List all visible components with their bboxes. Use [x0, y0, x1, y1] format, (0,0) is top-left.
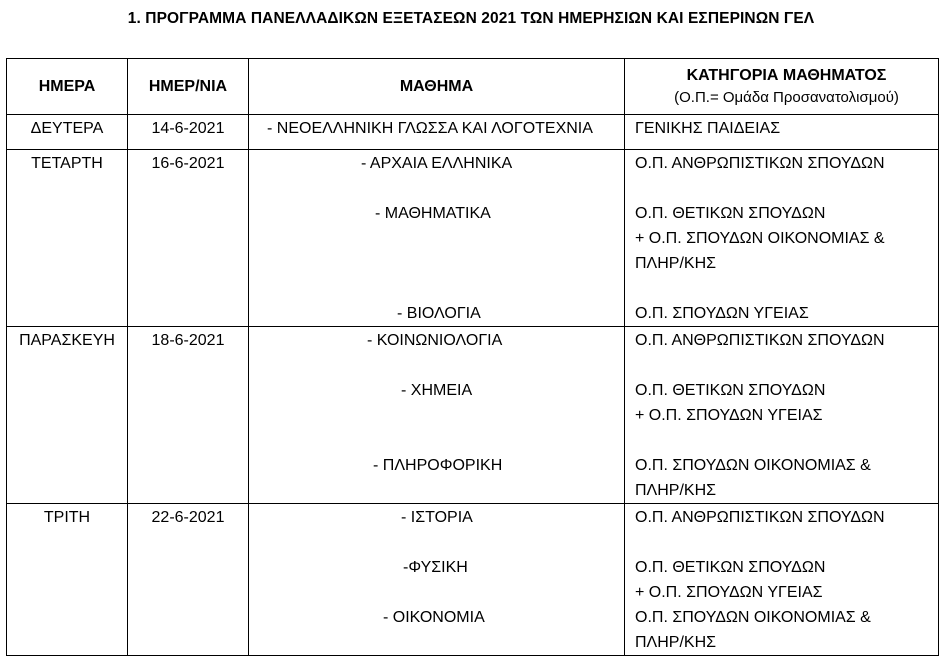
- category-item: Ο.Π. ΣΠΟΥΔΩΝ ΥΓΕΙΑΣ: [635, 305, 809, 322]
- subject-item: - ΠΛΗΡΟΦΟΡΙΚΗ: [373, 457, 503, 474]
- subject-item: - ΑΡΧΑΙΑ ΕΛΛΗΝΙΚΑ: [361, 155, 513, 172]
- day-cell: ΤΕΤΑΡΤΗ: [7, 150, 128, 327]
- category-item: Ο.Π. ΘΕΤΙΚΩΝ ΣΠΟΥΔΩΝ: [635, 382, 826, 399]
- category-cell: [625, 327, 939, 504]
- subject-cell: [249, 327, 625, 504]
- subject-item: - ΟΙΚΟΝΟΜΙΑ: [383, 609, 485, 626]
- day-cell: ΤΡΙΤΗ: [7, 504, 128, 656]
- category-item: Ο.Π. ΣΠΟΥΔΩΝ ΟΙΚΟΝΟΜΙΑΣ &: [635, 609, 871, 626]
- subject-item: -ΦΥΣΙΚΗ: [403, 559, 468, 576]
- table-header-row: [7, 59, 939, 115]
- subject-item: - ΚΟΙΝΩΝΙΟΛΟΓΙΑ: [367, 332, 503, 349]
- subject-item: - ΝΕΟΕΛΛΗΝΙΚΗ ΓΛΩΣΣΑ ΚΑΙ ΛΟΓΟΤΕΧΝΙΑ: [267, 120, 593, 137]
- header-date: ΗΜΕΡ/ΝΙΑ: [128, 59, 249, 115]
- subject-item: - ΧΗΜΕΙΑ: [401, 382, 473, 399]
- subject-item: - ΜΑΘΗΜΑΤΙΚΑ: [375, 205, 491, 222]
- subject-cell: [249, 504, 625, 656]
- date-cell: 14-6-2021: [128, 115, 249, 150]
- subject-item: - ΒΙΟΛΟΓΙΑ: [397, 305, 481, 322]
- category-item: Ο.Π. ΣΠΟΥΔΩΝ ΟΙΚΟΝΟΜΙΑΣ &: [635, 457, 871, 474]
- day-cell: ΔΕΥΤΕΡΑ: [7, 115, 128, 150]
- category-item: Ο.Π. ΑΝΘΡΩΠΙΣΤΙΚΩΝ ΣΠΟΥΔΩΝ: [635, 509, 885, 526]
- category-item: + Ο.Π. ΣΠΟΥΔΩΝ ΥΓΕΙΑΣ: [635, 407, 823, 424]
- category-item: Ο.Π. ΑΝΘΡΩΠΙΣΤΙΚΩΝ ΣΠΟΥΔΩΝ: [635, 332, 885, 349]
- subject-cell: [249, 115, 625, 150]
- category-item: + Ο.Π. ΣΠΟΥΔΩΝ ΥΓΕΙΑΣ: [635, 584, 823, 601]
- category-item: Ο.Π. ΘΕΤΙΚΩΝ ΣΠΟΥΔΩΝ: [635, 205, 826, 222]
- category-item: Ο.Π. ΑΝΘΡΩΠΙΣΤΙΚΩΝ ΣΠΟΥΔΩΝ: [635, 155, 885, 172]
- table-row: [7, 150, 939, 327]
- category-item: ΠΛΗΡ/ΚΗΣ: [635, 634, 717, 651]
- category-item: ΓΕΝΙΚΗΣ ΠΑΙΔΕΙΑΣ: [635, 120, 781, 137]
- exam-schedule-table: [6, 58, 939, 656]
- date-cell: 18-6-2021: [128, 327, 249, 504]
- document-title: 1. ΠΡΟΓΡΑΜΜΑ ΠΑΝΕΛΛΑΔΙΚΩΝ ΕΞΕΤΑΣΕΩΝ 2021 ΤΩΝ ΗΜΕΡΗΣΙΩΝ ΚΑΙ ΕΣΠΕΡΙΝΩΝ ΓΕΛ: [127, 10, 815, 27]
- header-subject: ΜΑΘΗΜΑ: [249, 59, 625, 115]
- table-row: [7, 115, 939, 150]
- subject-cell: [249, 150, 625, 327]
- header-day: ΗΜΕΡΑ: [7, 59, 128, 115]
- category-item: + Ο.Π. ΣΠΟΥΔΩΝ ΟΙΚΟΝΟΜΙΑΣ &: [635, 230, 885, 247]
- header-category: [625, 59, 939, 115]
- date-cell: 16-6-2021: [128, 150, 249, 327]
- table-row: [7, 327, 939, 504]
- category-cell: [625, 150, 939, 327]
- category-item: Ο.Π. ΘΕΤΙΚΩΝ ΣΠΟΥΔΩΝ: [635, 559, 826, 576]
- category-cell: [625, 115, 939, 150]
- day-cell: ΠΑΡΑΣΚΕΥΗ: [7, 327, 128, 504]
- category-item: ΠΛΗΡ/ΚΗΣ: [635, 255, 717, 272]
- header-category-title: ΚΑΤΗΓΟΡΙΑ ΜΑΘΗΜΑΤΟΣ: [686, 66, 887, 84]
- category-cell: [625, 504, 939, 656]
- category-item: ΠΛΗΡ/ΚΗΣ: [635, 482, 717, 499]
- subject-item: - ΙΣΤΟΡΙΑ: [401, 509, 473, 526]
- date-cell: 22-6-2021: [128, 504, 249, 656]
- header-category-note: (Ο.Π.= Ομάδα Προσανατολισμού): [674, 88, 899, 106]
- table-row: [7, 504, 939, 656]
